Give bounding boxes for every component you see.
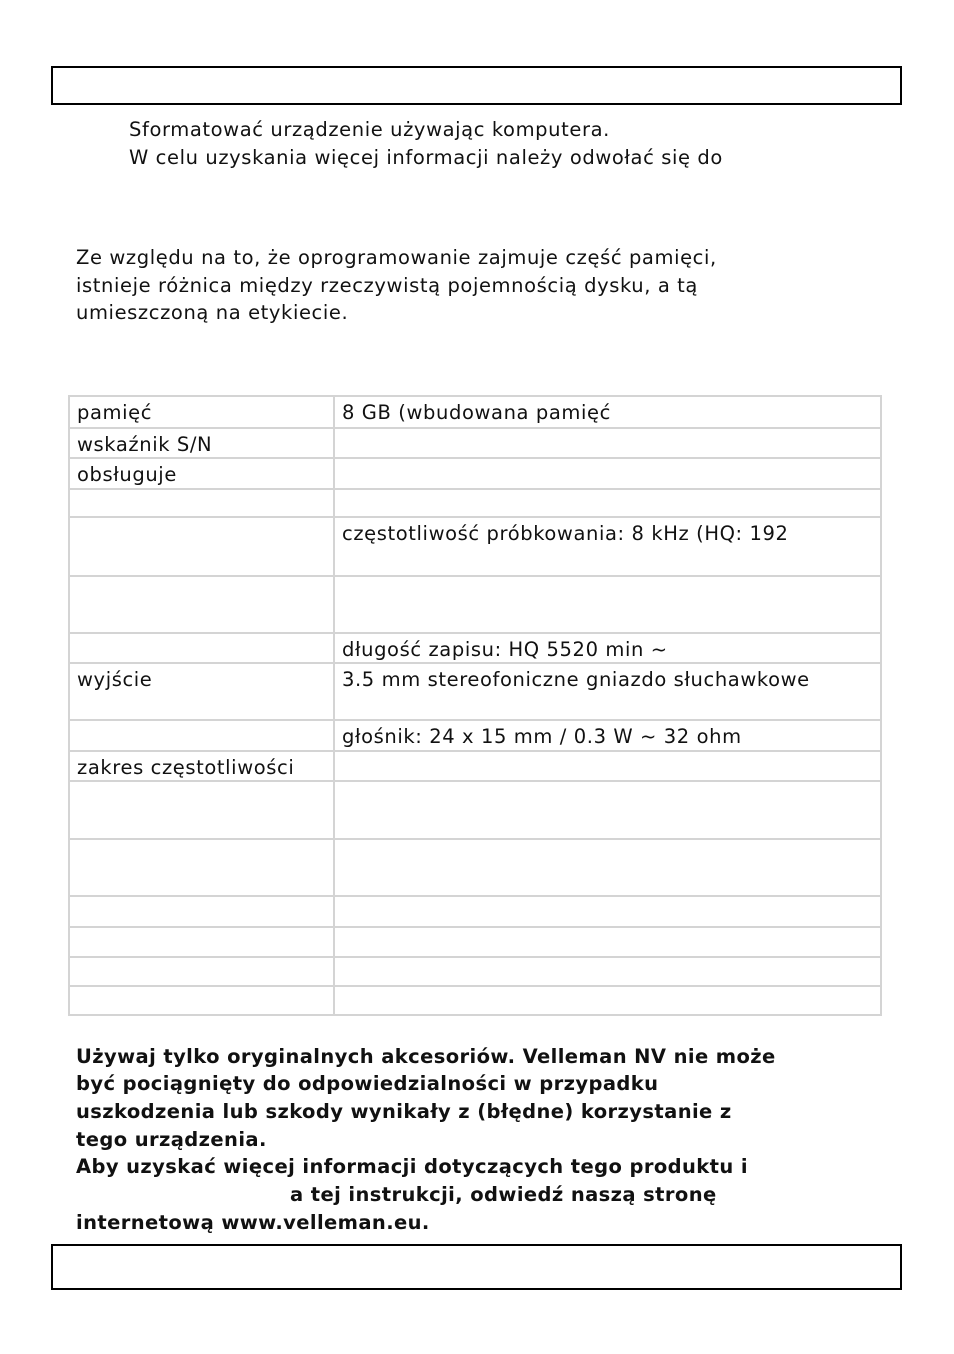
table-row [69,633,881,663]
spec-label: wskaźnik S/N [69,428,334,458]
format-line-2: W celu uzyskania więcej informacji należy odwołać się do [129,146,723,169]
spec-label: pamięć [69,396,334,428]
table-row [69,576,881,633]
table-row [69,458,881,489]
spec-value [334,489,881,517]
spec-value [334,751,881,781]
table-row [69,781,881,839]
table-row [69,751,881,781]
spec-value [334,576,881,633]
spec-label [69,927,334,957]
disclaimer-line-4: tego urządzenia. [76,1128,267,1151]
spec-label: obsługuje [69,458,334,489]
footer-box [51,1244,902,1290]
spec-value [334,458,881,489]
table-row [69,428,881,458]
spec-value [334,896,881,927]
spec-label: zakres częstotliwości [69,751,334,781]
spec-value: 8 GB (wbudowana pamięć [334,396,881,428]
spec-value [334,781,881,839]
table-row [69,896,881,927]
table-row [69,396,881,428]
spec-label [69,986,334,1015]
table-row [69,839,881,896]
table-row [69,489,881,517]
spec-value [334,927,881,957]
memory-note-line-3: umieszczoną na etykiecie. [76,301,349,324]
table-row [69,517,881,576]
header-box [51,66,902,105]
disclaimer-line-3: uszkodzenia lub szkody wynikały z (błędne) korzystanie z [76,1100,732,1123]
spec-value: 3.5 mm stereofoniczne gniazdo słuchawkowe [334,663,881,720]
spec-value: długość zapisu: HQ 5520 min ~ [334,633,881,663]
table-row [69,663,881,720]
disclaimer-line-2: być pociągnięty do odpowiedzialności w przypadku [76,1072,659,1095]
spec-value: częstotliwość próbkowania: 8 kHz (HQ: 192 [334,517,881,576]
spec-value [334,428,881,458]
format-line-1: Sformatować urządzenie używając komputera. [129,118,610,141]
spec-label [69,489,334,517]
spec-label [69,839,334,896]
spec-label [69,633,334,663]
spec-value [334,957,881,986]
memory-note-line-2: istnieje różnica między rzeczywistą pojemnością dysku, a tą [76,274,698,297]
memory-note-line-1: Ze względu na to, że oprogramowanie zajmuje część pamięci, [76,246,717,269]
spec-label [69,720,334,751]
spec-label [69,957,334,986]
disclaimer-line-5: Aby uzyskać więcej informacji dotyczących tego produktu i [76,1155,748,1178]
disclaimer-line-6: a tej instrukcji, odwiedź naszą stronę [290,1183,717,1206]
spec-label [69,576,334,633]
table-row [69,986,881,1015]
table-row [69,720,881,751]
table-row [69,927,881,957]
spec-value [334,986,881,1015]
spec-label: wyjście [69,663,334,720]
spec-value [334,839,881,896]
disclaimer-line-7: internetową www.velleman.eu. [76,1211,430,1234]
spec-label [69,781,334,839]
spec-label [69,896,334,927]
disclaimer-line-1: Używaj tylko oryginalnych akcesoriów. Velleman NV nie może [76,1045,776,1068]
spec-value: głośnik: 24 x 15 mm / 0.3 W ~ 32 ohm [334,720,881,751]
table-row [69,957,881,986]
spec-label [69,517,334,576]
spec-table [68,395,882,1016]
